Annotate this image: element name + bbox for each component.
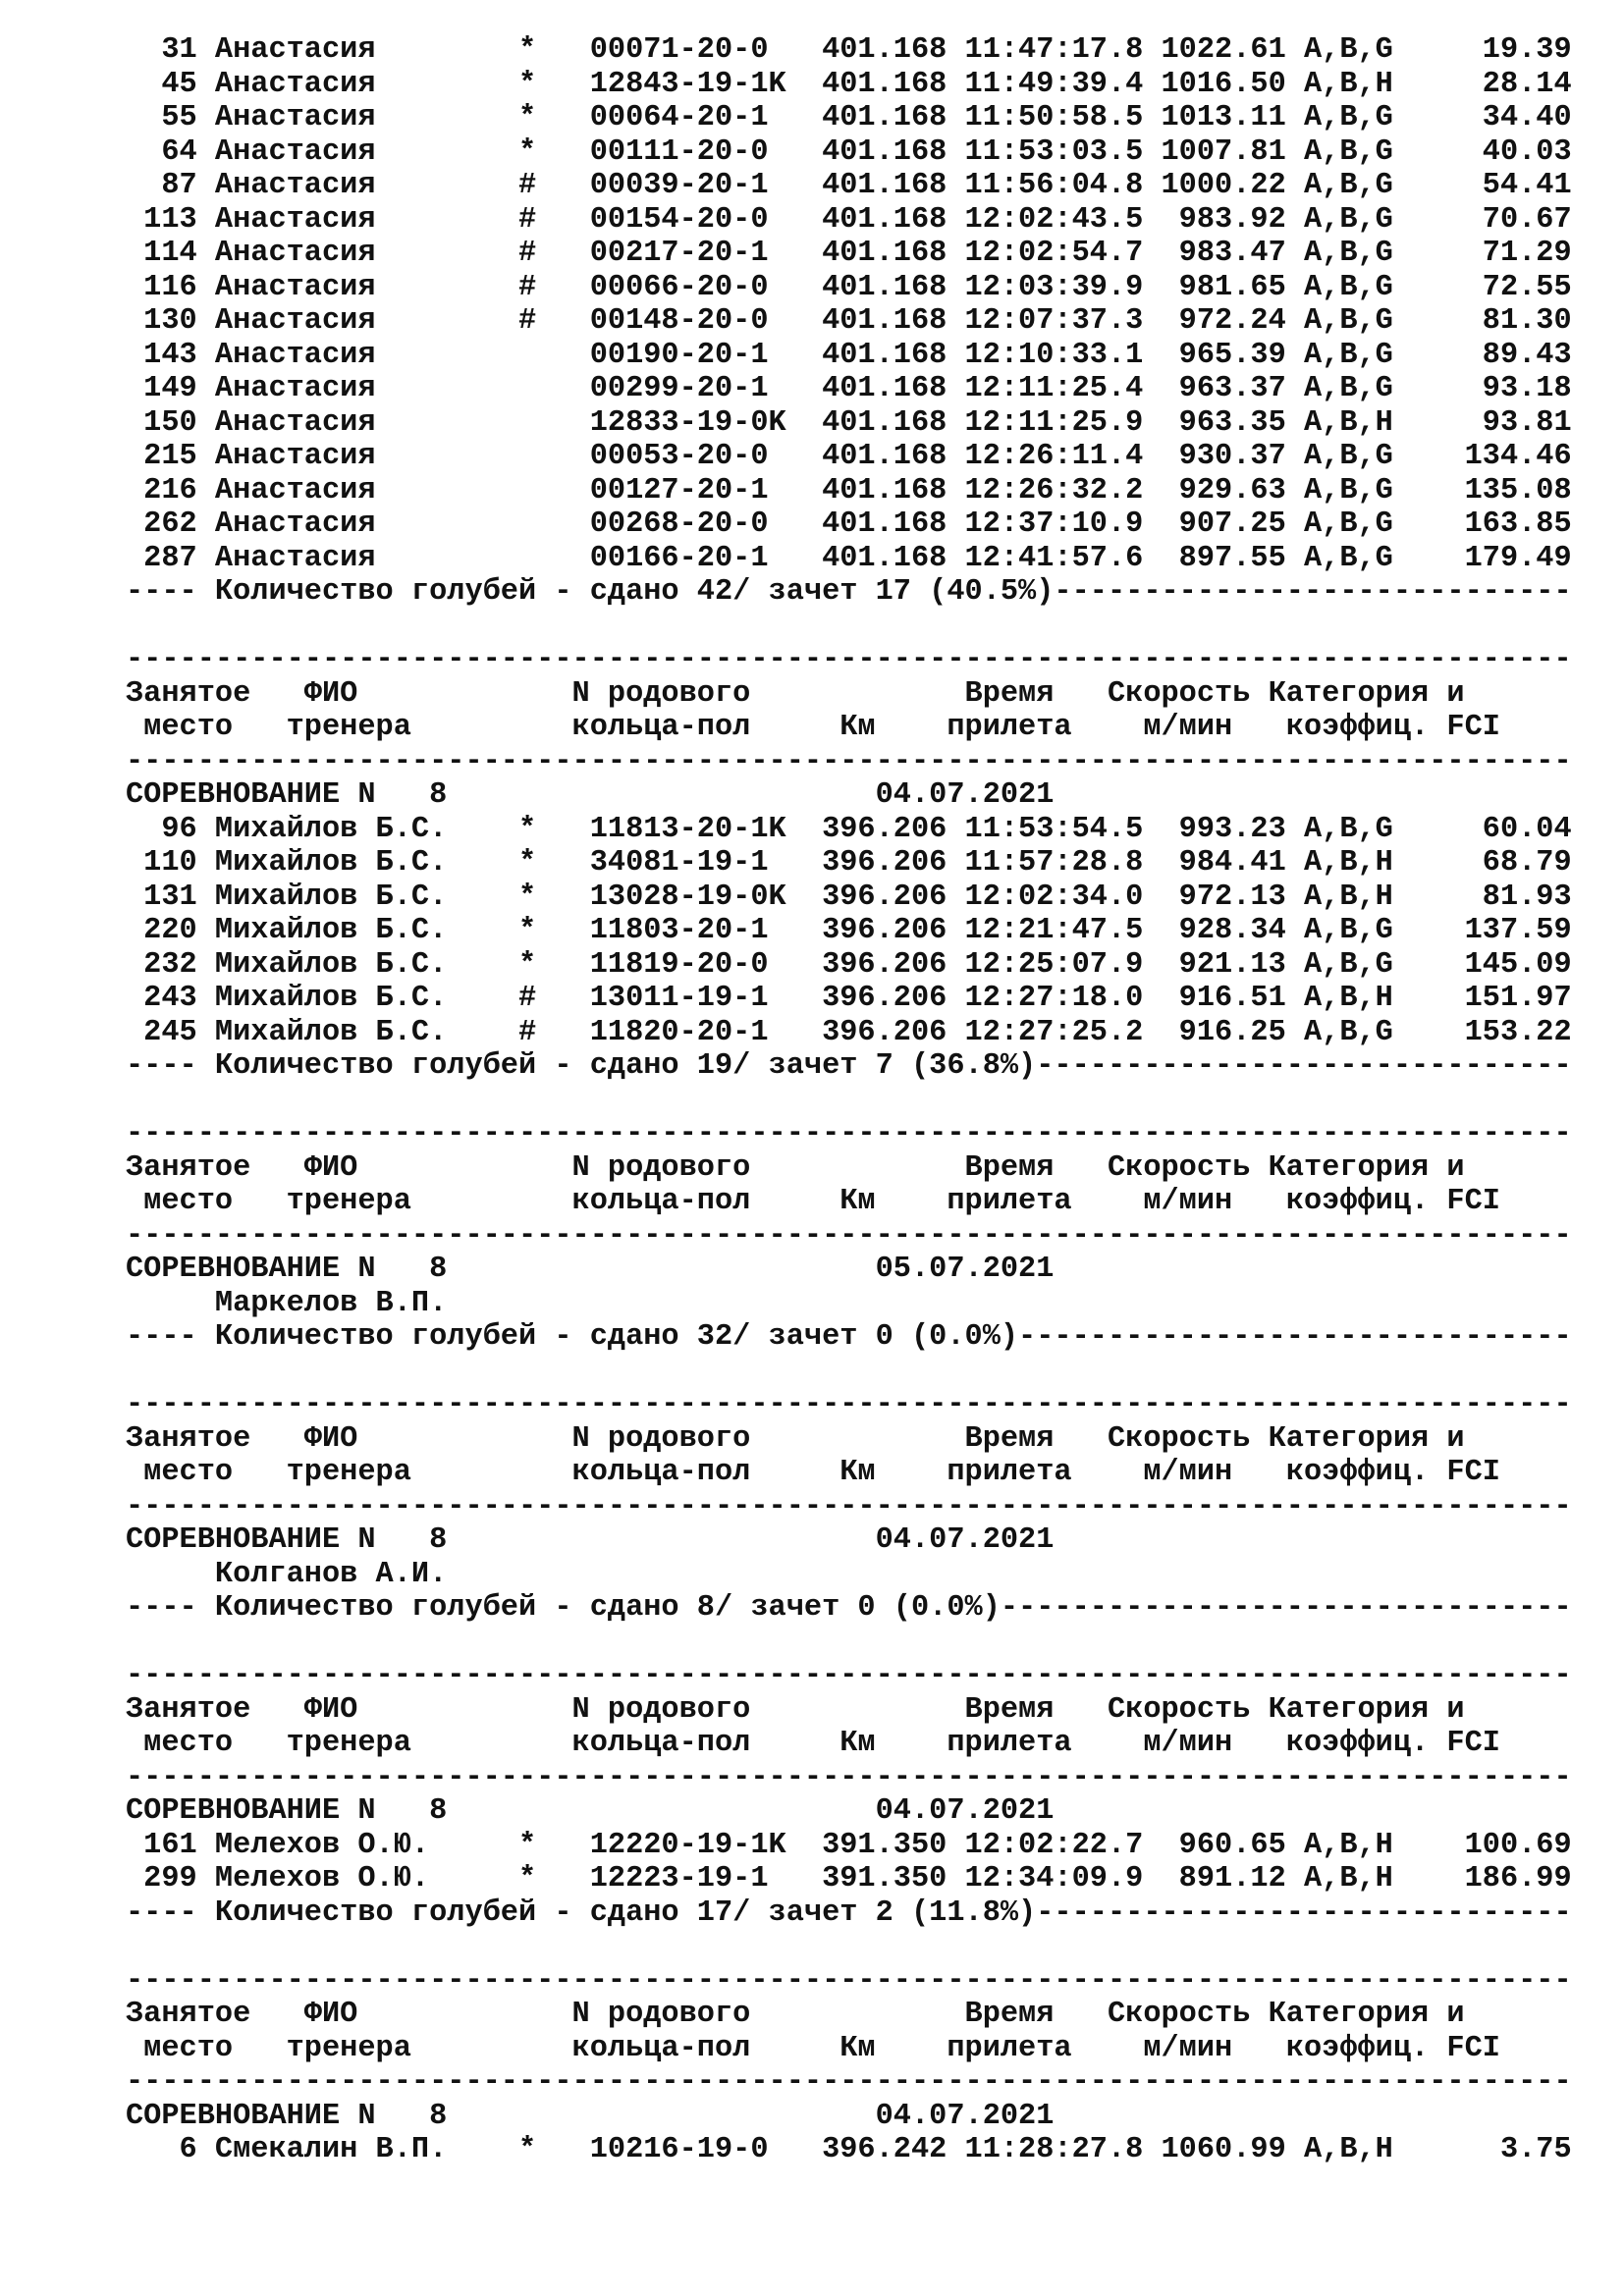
result-row: 87 Анастасия # 00039-20-1 401.168 11:56:04.8 1000.22 A,B,G 54.41: [126, 169, 1572, 202]
result-row: 216 Анастасия 00127-20-1 401.168 12:26:32.2 929.63 A,B,G 135.08: [126, 473, 1572, 507]
blank-line: [126, 610, 1598, 644]
result-row: 161 Мелехов О.Ю. * 12220-19-1K 391.350 12:02:22.7 960.65 A,B,H 100.69: [126, 1828, 1572, 1862]
summary-line: ---- Количество голубей - сдано 19/ зачет 7 (36.8%)------------------------------: [126, 1049, 1572, 1083]
result-row: 299 Мелехов О.Ю. * 12223-19-1 391.350 12:34:09.9 891.12 A,B,H 186.99: [126, 1862, 1572, 1896]
result-row: 149 Анастасия 00299-20-1 401.168 12:11:25.4 963.37 A,B,G 93.18: [126, 372, 1572, 405]
rule-line: ---------------------------------------------------------------------------------: [126, 1388, 1572, 1421]
result-row: 131 Михайлов Б.С. * 13028-19-0K 396.206 12:02:34.0 972.13 A,B,H 81.93: [126, 880, 1572, 914]
competition-heading: СОРЕВНОВАНИЕ N 8 04.07.2021: [126, 1794, 1055, 1828]
result-row: 113 Анастасия # 00154-20-0 401.168 12:02:43.5 983.92 A,B,G 70.67: [126, 202, 1572, 237]
column-header-line-1: Занятое ФИО N родового Время Скорость Категория и: [126, 1998, 1465, 2031]
blank-line: [126, 1084, 1598, 1118]
result-row: 45 Анастасия * 12843-19-1K 401.168 11:49:39.4 1016.50 A,B,H 28.14: [126, 67, 1572, 101]
column-header-line-1: Занятое ФИО N родового Время Скорость Категория и: [126, 676, 1465, 711]
trainer-name: Маркелов В.П.: [126, 1286, 448, 1320]
blank-line: [126, 1355, 1598, 1389]
result-row: 215 Анастасия 00053-20-0 401.168 12:26:11.4 930.37 A,B,G 134.46: [126, 440, 1572, 473]
result-row: 220 Михайлов Б.С. * 11803-20-1 396.206 12:21:47.5 928.34 A,B,G 137.59: [126, 914, 1572, 947]
result-row: 150 Анастасия 12833-19-0K 401.168 12:11:25.9 963.35 A,B,H 93.81: [126, 405, 1572, 440]
rule-line: ---------------------------------------------------------------------------------: [126, 1963, 1572, 1998]
summary-line: ---- Количество голубей - сдано 17/ зачет 2 (11.8%)------------------------------: [126, 1896, 1572, 1930]
result-row: 287 Анастасия 00166-20-1 401.168 12:41:57.6 897.55 A,B,G 179.49: [126, 541, 1572, 575]
column-header-line-2: место тренера кольца-пол Км прилета м/мин коэффиц. FCI: [126, 1456, 1500, 1489]
column-header-line-1: Занятое ФИО N родового Время Скорость Категория и: [126, 1421, 1465, 1456]
blank-line: [126, 1930, 1598, 1964]
result-row: 143 Анастасия 00190-20-1 401.168 12:10:33.1 965.39 A,B,G 89.43: [126, 338, 1572, 372]
rule-line: ---------------------------------------------------------------------------------: [126, 744, 1572, 778]
competition-heading: СОРЕВНОВАНИЕ N 8 04.07.2021: [126, 2099, 1055, 2133]
result-row: 31 Анастасия * 00071-20-0 401.168 11:47:17.8 1022.61 A,B,G 19.39: [126, 33, 1572, 67]
result-row: 55 Анастасия * 00064-20-1 401.168 11:50:58.5 1013.11 A,B,G 34.40: [126, 101, 1572, 134]
column-header-line-1: Занятое ФИО N родового Время Скорость Категория и: [126, 1150, 1465, 1185]
blank-line: [126, 1626, 1598, 1660]
result-row: 262 Анастасия 00268-20-0 401.168 12:37:10.9 907.25 A,B,G 163.85: [126, 507, 1572, 541]
column-header-line-1: Занятое ФИО N родового Время Скорость Категория и: [126, 1692, 1465, 1727]
rule-line: ---------------------------------------------------------------------------------: [126, 1117, 1572, 1150]
result-row: 245 Михайлов Б.С. # 11820-20-1 396.206 12:27:25.2 916.25 A,B,G 153.22: [126, 1015, 1572, 1049]
rule-line: ---------------------------------------------------------------------------------: [126, 2065, 1572, 2099]
result-row: 243 Михайлов Б.С. # 13011-19-1 396.206 12:27:18.0 916.51 A,B,H 151.97: [126, 982, 1572, 1015]
competition-heading: СОРЕВНОВАНИЕ N 8 05.07.2021: [126, 1253, 1055, 1286]
rule-line: ---------------------------------------------------------------------------------: [126, 1659, 1572, 1692]
result-row: 232 Михайлов Б.С. * 11819-20-0 396.206 12:25:07.9 921.13 A,B,G 145.09: [126, 947, 1572, 982]
result-row: 110 Михайлов Б.С. * 34081-19-1 396.206 11:57:28.8 984.41 A,B,H 68.79: [126, 846, 1572, 880]
result-row: 116 Анастасия # 00066-20-0 401.168 12:03:39.9 981.65 A,B,G 72.55: [126, 270, 1572, 304]
rule-line: ---------------------------------------------------------------------------------: [126, 1489, 1572, 1523]
result-row: 130 Анастасия # 00148-20-0 401.168 12:07:37.3 972.24 A,B,G 81.30: [126, 304, 1572, 338]
column-header-line-2: место тренера кольца-пол Км прилета м/мин коэффиц. FCI: [126, 1185, 1500, 1218]
results-report: [126, 33, 1598, 2167]
trainer-name: Колганов А.И.: [126, 1557, 448, 1591]
rule-line: ---------------------------------------------------------------------------------: [126, 1218, 1572, 1253]
competition-heading: СОРЕВНОВАНИЕ N 8 04.07.2021: [126, 778, 1055, 812]
summary-line: ---- Количество голубей - сдано 32/ зачет 0 (0.0%)-------------------------------: [126, 1320, 1572, 1354]
column-header-line-2: место тренера кольца-пол Км прилета м/мин коэффиц. FCI: [126, 711, 1500, 744]
competition-heading: СОРЕВНОВАНИЕ N 8 04.07.2021: [126, 1523, 1055, 1557]
column-header-line-2: место тренера кольца-пол Км прилета м/мин коэффиц. FCI: [126, 1727, 1500, 1760]
rule-line: ---------------------------------------------------------------------------------: [126, 643, 1572, 676]
result-row: 6 Смекалин В.П. * 10216-19-0 396.242 11:28:27.8 1060.99 A,B,H 3.75: [126, 2133, 1572, 2166]
result-row: 114 Анастасия # 00217-20-1 401.168 12:02:54.7 983.47 A,B,G 71.29: [126, 237, 1572, 270]
summary-line: ---- Количество голубей - сдано 42/ зачет 17 (40.5%)-----------------------------: [126, 575, 1572, 609]
result-row: 96 Михайлов Б.С. * 11813-20-1K 396.206 11:53:54.5 993.23 A,B,G 60.04: [126, 812, 1572, 846]
column-header-line-2: место тренера кольца-пол Км прилета м/мин коэффиц. FCI: [126, 2031, 1500, 2065]
rule-line: ---------------------------------------------------------------------------------: [126, 1760, 1572, 1794]
result-row: 64 Анастасия * 00111-20-0 401.168 11:53:03.5 1007.81 A,B,G 40.03: [126, 134, 1572, 169]
summary-line: ---- Количество голубей - сдано 8/ зачет 0 (0.0%)--------------------------------: [126, 1591, 1572, 1625]
